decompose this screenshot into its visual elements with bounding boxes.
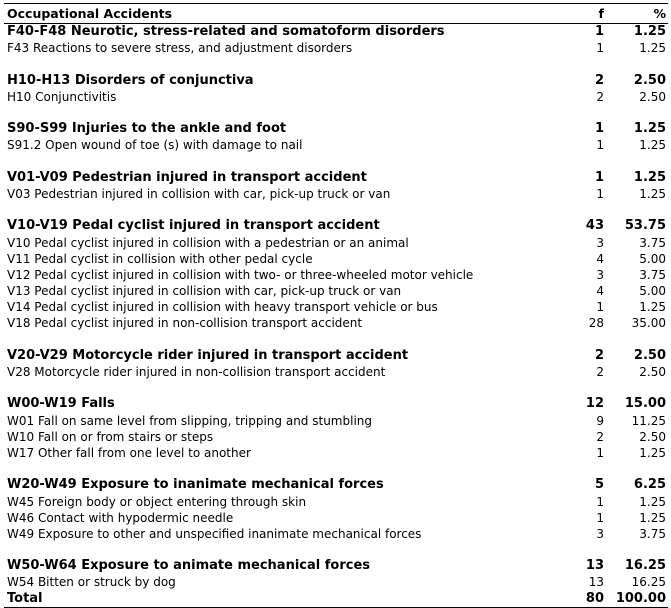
item-row-pct: 3.75 (639, 526, 666, 541)
group-header-row-pct: 2.50 (633, 72, 666, 88)
item-row-label: F43 Reactions to severe stress, and adjustment disorders (7, 41, 353, 56)
item-row-pct: 16.25 (631, 575, 666, 590)
group-header-row (4, 170, 668, 186)
group-header-row-f: 5 (594, 477, 604, 493)
item-row (4, 283, 668, 299)
item-row-f: 9 (596, 413, 604, 428)
item-row (4, 574, 668, 590)
group-header-row-label: W00-W19 Falls (7, 396, 115, 412)
item-row-f: 1 (596, 138, 604, 153)
item-row-pct: 2.50 (639, 365, 666, 380)
item-row-label: V03 Pedestrian injured in collision with car, pick-up truck or van (7, 186, 391, 201)
item-row-f: 13 (588, 575, 604, 590)
total-f: 80 (585, 590, 604, 606)
group-spacer (4, 154, 668, 170)
total-label: Total (7, 590, 43, 606)
item-row-pct: 2.50 (639, 429, 666, 444)
item-row-f: 2 (596, 89, 604, 104)
group-header-row-label: F40-F48 Neurotic, stress-related and somatoform disorders (7, 24, 445, 40)
group-header-row-pct: 1.25 (633, 121, 666, 137)
total-pct: 100.00 (615, 590, 666, 606)
item-row-f: 3 (596, 235, 604, 250)
item-row (4, 413, 668, 429)
group-header-row-pct: 15.00 (624, 396, 666, 412)
item-row-f: 4 (596, 251, 604, 266)
item-row (4, 493, 668, 509)
group-spacer (4, 332, 668, 348)
item-row-label: V14 Pedal cyclist injured in collision with heavy transport vehicle or bus (7, 300, 438, 315)
group-header-row-f: 12 (585, 396, 604, 412)
group-header-row-label: W50-W64 Exposure to animate mechanical forces (7, 558, 371, 574)
item-row-f: 28 (588, 316, 604, 331)
item-row-f: 1 (596, 494, 604, 509)
header-f: f (598, 5, 604, 21)
item-row-label: W46 Contact with hypodermic needle (7, 510, 234, 525)
header-pct: % (653, 5, 666, 21)
group-header-row (4, 24, 668, 40)
item-row-f: 2 (596, 365, 604, 380)
item-row-f: 3 (596, 267, 604, 282)
item-row (4, 89, 668, 105)
group-header-row (4, 121, 668, 137)
item-row (4, 510, 668, 526)
item-row-label: W54 Bitten or struck by dog (7, 575, 176, 590)
total-row (4, 591, 668, 608)
item-row (4, 267, 668, 283)
item-row (4, 251, 668, 267)
group-header-row (4, 396, 668, 412)
item-row-pct: 1.25 (639, 445, 666, 460)
group-header-row-f: 43 (585, 218, 604, 234)
item-row-f: 1 (596, 41, 604, 56)
item-row-label: V12 Pedal cyclist injured in collision with two- or three-wheeled motor vehicle (7, 267, 474, 282)
group-spacer (4, 461, 668, 477)
item-row-label: S91.2 Open wound of toe (s) with damage to nail (7, 138, 303, 153)
group-header-row (4, 477, 668, 493)
group-spacer (4, 542, 668, 558)
group-header-row-label: S90-S99 Injuries to the ankle and foot (7, 121, 287, 137)
item-row-label: W10 Fall on or from stairs or steps (7, 429, 214, 444)
header-label: Occupational Accidents (7, 5, 173, 21)
group-header-row-label: H10-H13 Disorders of conjunctiva (7, 72, 254, 88)
item-row-label: V10 Pedal cyclist injured in collision with a pedestrian or an animal (7, 235, 409, 250)
group-header-row-pct: 6.25 (633, 477, 666, 493)
item-row-label: W49 Exposure to other and unspecified inanimate mechanical forces (7, 526, 422, 541)
item-row-f: 1 (596, 186, 604, 201)
group-header-row-pct: 1.25 (633, 169, 666, 185)
item-row-f: 1 (596, 445, 604, 460)
group-header-row-pct: 16.25 (624, 558, 666, 574)
group-header-row-f: 13 (585, 558, 604, 574)
item-row (4, 234, 668, 250)
item-row-pct: 1.25 (639, 186, 666, 201)
group-spacer (4, 56, 668, 72)
item-row-pct: 3.75 (639, 267, 666, 282)
group-header-row-f: 2 (594, 72, 604, 88)
item-row-label: V11 Pedal cyclist in collision with other pedal cycle (7, 251, 313, 266)
group-header-row-label: V01-V09 Pedestrian injured in transport accident (7, 169, 367, 185)
occupational-accidents-table (4, 3, 668, 608)
group-header-row-label: V10-V19 Pedal cyclist injured in transport accident (7, 218, 380, 234)
item-row-pct: 11.25 (631, 413, 666, 428)
item-row (4, 315, 668, 331)
item-row-label: V18 Pedal cyclist injured in non-collision transport accident (7, 316, 363, 331)
group-header-row-f: 1 (594, 24, 604, 40)
item-row-label: W01 Fall on same level from slipping, tripping and stumbling (7, 413, 372, 428)
group-header-row-label: W20-W49 Exposure to inanimate mechanical forces (7, 477, 384, 493)
item-row (4, 364, 668, 380)
item-row (4, 429, 668, 445)
group-spacer (4, 202, 668, 218)
item-row-pct: 1.25 (639, 510, 666, 525)
item-row-pct: 5.00 (639, 284, 666, 299)
group-header-row-f: 2 (594, 347, 604, 363)
item-row-pct: 1.25 (639, 41, 666, 56)
group-spacer (4, 380, 668, 396)
group-header-row (4, 558, 668, 574)
item-row-f: 4 (596, 284, 604, 299)
item-row-pct: 35.00 (631, 316, 666, 331)
item-row (4, 186, 668, 202)
item-row-label: W17 Other fall from one level to another (7, 445, 251, 460)
item-row-pct: 1.25 (639, 138, 666, 153)
item-row-label: W45 Foreign body or object entering through skin (7, 494, 307, 509)
item-row-label: V13 Pedal cyclist injured in collision with car, pick-up truck or van (7, 284, 402, 299)
item-row-pct: 1.25 (639, 494, 666, 509)
group-header-row (4, 73, 668, 89)
group-header-row-pct: 1.25 (633, 24, 666, 40)
group-header-row-pct: 53.75 (624, 218, 666, 234)
item-row-label: H10 Conjunctivitis (7, 89, 117, 104)
item-row-pct: 1.25 (639, 300, 666, 315)
table-body (4, 24, 668, 591)
item-row (4, 137, 668, 153)
item-row-f: 1 (596, 510, 604, 525)
group-header-row (4, 218, 668, 234)
item-row-pct: 5.00 (639, 251, 666, 266)
group-header-row-f: 1 (594, 169, 604, 185)
item-row (4, 445, 668, 461)
item-row-pct: 2.50 (639, 89, 666, 104)
group-header-row-f: 1 (594, 121, 604, 137)
item-row (4, 526, 668, 542)
group-header-row (4, 348, 668, 364)
group-spacer (4, 105, 668, 121)
item-row (4, 40, 668, 56)
item-row-label: V28 Motorcycle rider injured in non-collision transport accident (7, 365, 386, 380)
item-row-f: 3 (596, 526, 604, 541)
item-row-f: 1 (596, 300, 604, 315)
group-header-row-label: V20-V29 Motorcycle rider injured in transport accident (7, 347, 409, 363)
table-header (4, 3, 668, 24)
item-row-pct: 3.75 (639, 235, 666, 250)
item-row (4, 299, 668, 315)
item-row-f: 2 (596, 429, 604, 444)
group-header-row-pct: 2.50 (633, 347, 666, 363)
